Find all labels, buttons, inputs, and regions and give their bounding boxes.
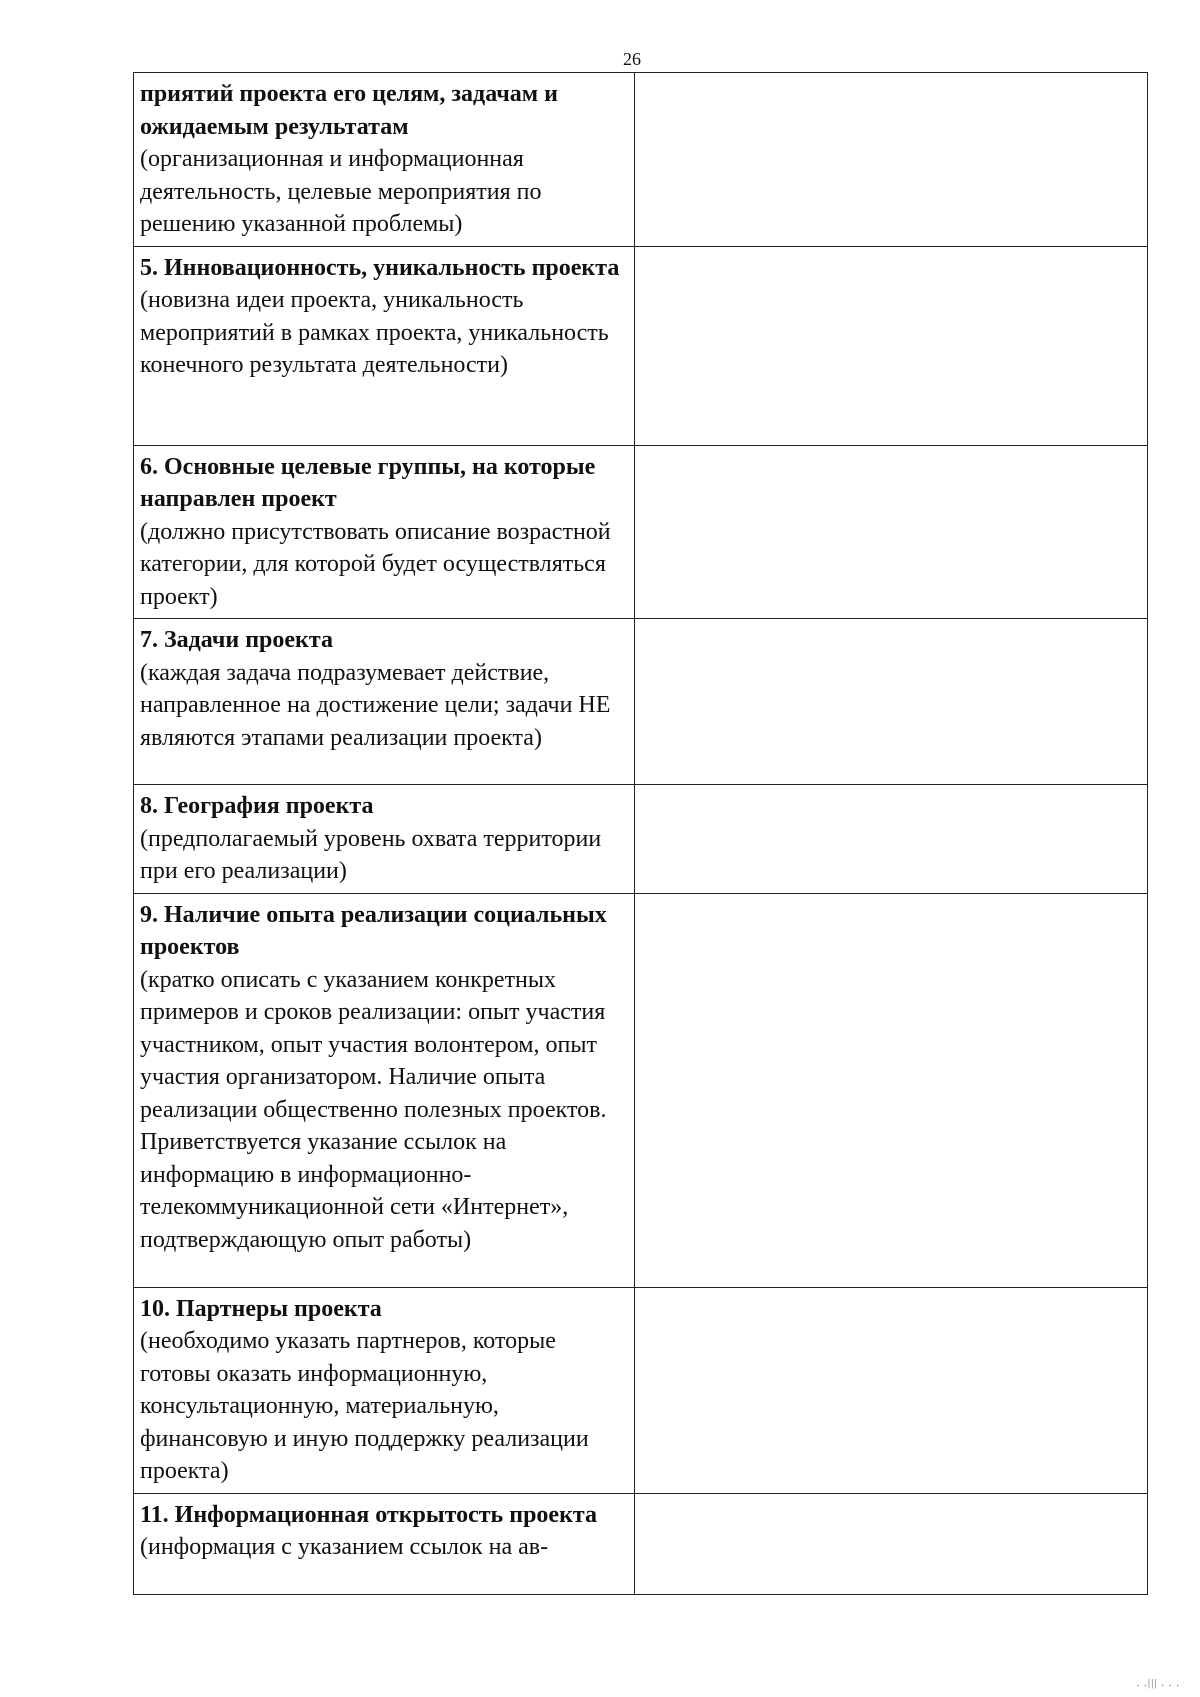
row-title: 7. Задачи проекта xyxy=(140,627,333,653)
row-label-cell xyxy=(134,1287,635,1493)
row-description: (необходимо указать партнеров, которые готовы оказать информационную, консультационную, материальную, финансовую и иную поддержку реализации проекта) xyxy=(140,1328,589,1484)
table-row xyxy=(134,893,1148,1287)
table-row xyxy=(134,785,1148,894)
row-value-cell[interactable] xyxy=(635,1287,1148,1493)
row-label-cell xyxy=(134,246,635,445)
row-label-cell xyxy=(134,445,635,619)
row-label-cell xyxy=(134,619,635,785)
row-title: 5. Инновационность, уникальность проекта xyxy=(140,254,620,281)
page-number: 26 xyxy=(623,49,641,69)
row-title: 10. Партнеры проекта xyxy=(140,1295,382,1322)
row-value-cell[interactable] xyxy=(635,785,1148,894)
row-description: (новизна идеи проекта, уникальность мероприятий в рамках проекта, уникальность конечного результата деятельности) xyxy=(140,287,609,378)
table-row xyxy=(134,1493,1148,1594)
table-row xyxy=(134,445,1148,619)
table-row xyxy=(134,246,1148,445)
row-description: (информация с указанием ссылок на ав- xyxy=(140,1534,549,1560)
row-description: (организационная и информационная деятельность, целевые мероприятия по решению указанной проблемы) xyxy=(140,146,542,237)
row-label-cell xyxy=(134,73,635,247)
row-value-cell[interactable] xyxy=(635,73,1148,247)
application-form-table xyxy=(133,72,1148,1595)
row-value-cell[interactable] xyxy=(635,619,1148,785)
row-description: (кратко описать с указанием конкретных примеров и сроков реализации: опыт участия участником, опыт участия волонтером, опыт участия организатором. Наличие опыта реализации общественно полезных проектов. Приветствуется указание ссылок на информацию в информационно-телекоммуникационной сети «Интернет», подтверждающую опыт работы) xyxy=(140,966,607,1253)
table-row xyxy=(134,1287,1148,1493)
row-description: (предполагаемый уровень охвата территории при его реализации) xyxy=(140,825,602,884)
row-value-cell[interactable] xyxy=(635,1493,1148,1594)
row-title: 11. Информационная открытость проекта xyxy=(140,1501,597,1528)
row-value-cell[interactable] xyxy=(635,246,1148,445)
row-label-cell xyxy=(134,1493,635,1594)
row-title: 6. Основные целевые группы, на которые направлен проект xyxy=(140,453,596,512)
row-description: (должно присутствовать описание возрастной категории, для которой будет осуществляться проект) xyxy=(140,518,611,610)
row-label-cell xyxy=(134,893,635,1287)
row-title: 8. География проекта xyxy=(140,793,374,819)
row-description: (каждая задача подразумевает действие, направленное на достижение цели; задачи НЕ являются этапами реализации проекта) xyxy=(140,659,611,751)
table-row xyxy=(134,619,1148,785)
table-row xyxy=(134,73,1148,247)
row-title: 9. Наличие опыта реализации социальных проектов xyxy=(140,901,607,960)
row-title: приятий проекта его целям, задачам и ожидаемым результатам xyxy=(140,81,558,140)
scan-marks: . .||| . . . xyxy=(1136,1677,1180,1689)
row-label-cell xyxy=(134,785,635,894)
row-value-cell[interactable] xyxy=(635,893,1148,1287)
row-value-cell[interactable] xyxy=(635,445,1148,619)
